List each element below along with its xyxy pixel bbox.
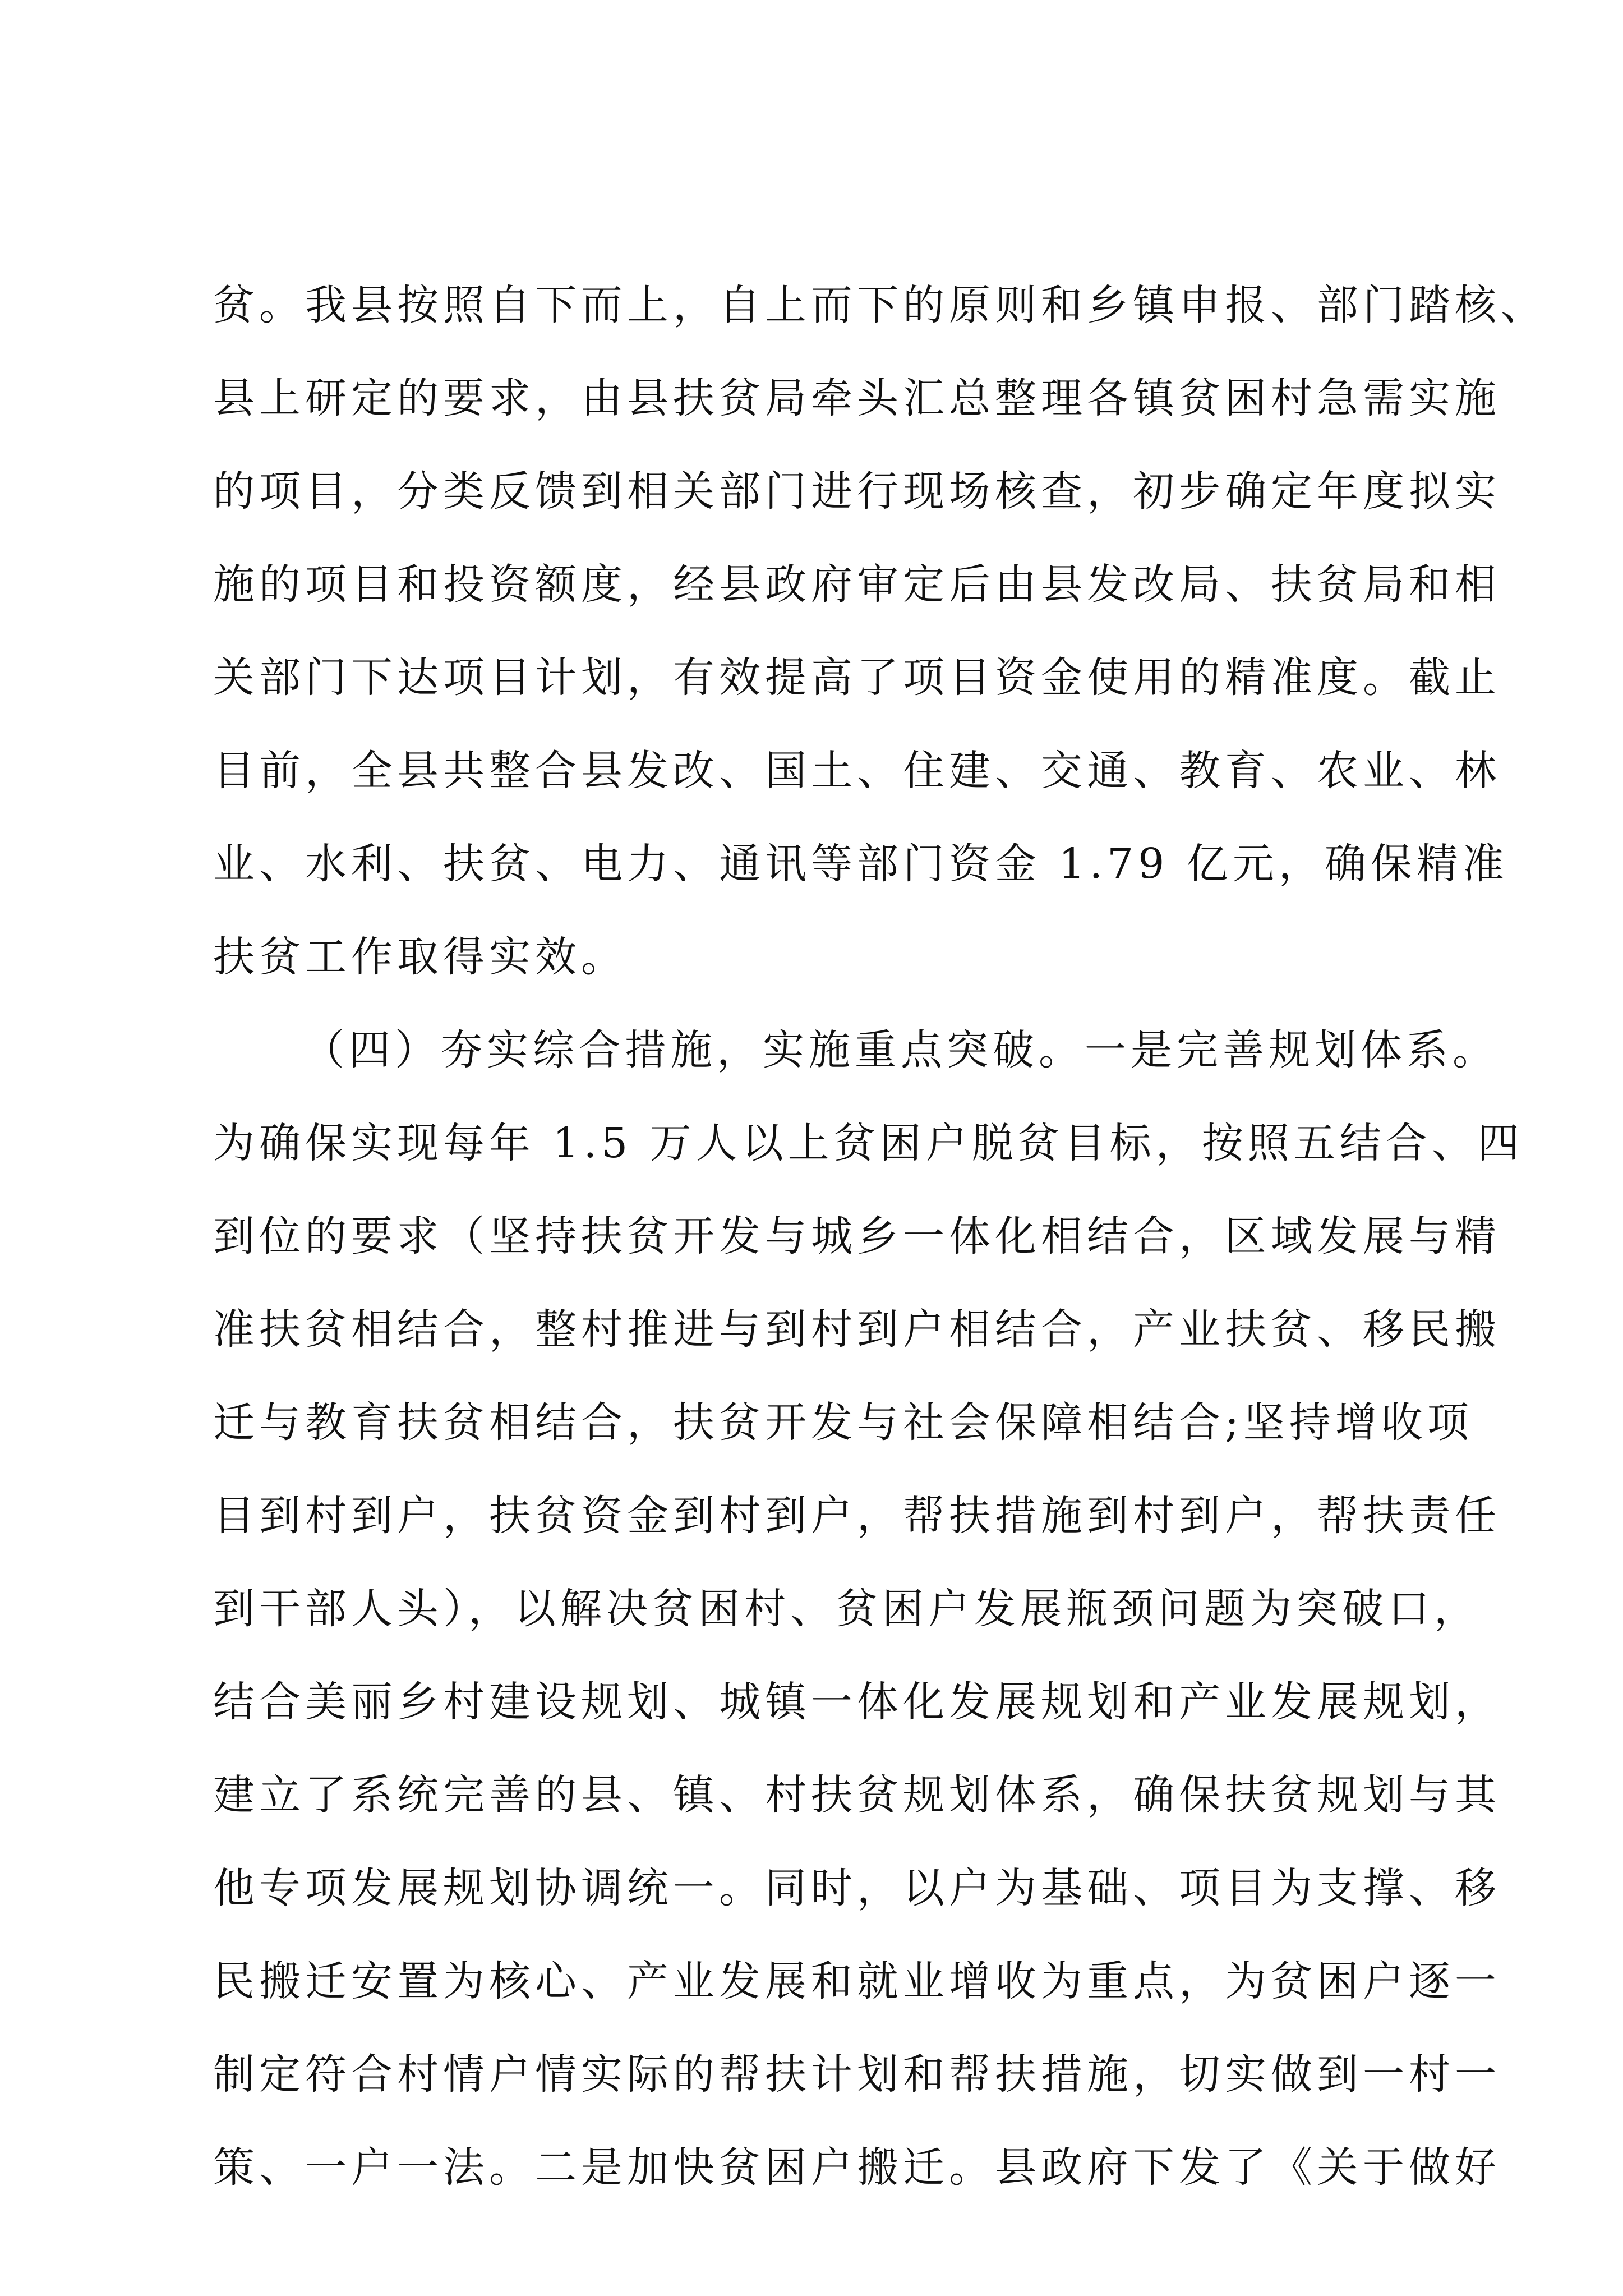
text-line: 业、水利、扶贫、电力、通讯等部门资金 1.79 亿元，确保精准 <box>213 840 1509 888</box>
text-line: 制定符合村情户情实际的帮扶计划和帮扶措施，切实做到一村一 <box>213 2050 1501 2099</box>
text-line: 策、一户一法。二是加快贫困户搬迁。县政府下发了《关于做好 <box>213 2143 1501 2192</box>
text-line: 为确保实现每年 1.5 万人以上贫困户脱贫目标，按照五结合、四 <box>213 1119 1524 1167</box>
text-line: 施的项目和投资额度，经县政府审定后由县发改局、扶贫局和相 <box>213 560 1501 609</box>
text-line: 他专项发展规划协调统一。同时，以户为基础、项目为支撑、移 <box>213 1864 1501 1912</box>
text-line: 目到村到户，扶贫资金到村到户，帮扶措施到村到户，帮扶责任 <box>213 1492 1501 1540</box>
text-line: 准扶贫相结合，整村推进与到村到户相结合，产业扶贫、移民搬 <box>213 1305 1501 1354</box>
text-line: 关部门下达项目计划，有效提高了项目资金使用的精准度。截止 <box>213 654 1501 702</box>
text-line: 迁与教育扶贫相结合，扶贫开发与社会保障相结合;坚持增收项 <box>213 1398 1473 1447</box>
text-line: 到位的要求（坚持扶贫开发与城乡一体化相结合，区域发展与精 <box>213 1212 1501 1260</box>
text-line: 扶贫工作取得实效。 <box>213 933 627 981</box>
text-line: 建立了系统完善的县、镇、村扶贫规划体系，确保扶贫规划与其 <box>213 1771 1501 1819</box>
text-line: 民搬迁安置为核心、产业发展和就业增收为重点，为贫困户逐一 <box>213 1957 1501 2005</box>
text-line: 到干部人头），以解决贫困村、贫困户发展瓶颈问题为突破口， <box>213 1585 1480 1633</box>
text-line: 县上研定的要求，由县扶贫局牵头汇总整理各镇贫困村急需实施 <box>213 374 1501 422</box>
text-line: 目前，全县共整合县发改、国土、住建、交通、教育、农业、林 <box>213 747 1501 795</box>
text-line: 贫。我县按照自下而上，自上而下的原则和乡镇申报、部门踏核、 <box>213 281 1547 329</box>
text-line: 结合美丽乡村建设规划、城镇一体化发展规划和产业发展规划， <box>213 1678 1501 1726</box>
paragraph-first-line: （四）夯实综合措施，实施重点突破。一是完善规划体系。 <box>303 1026 1498 1074</box>
text-line: 的项目，分类反馈到相关部门进行现场核查，初步确定年度拟实 <box>213 467 1501 516</box>
